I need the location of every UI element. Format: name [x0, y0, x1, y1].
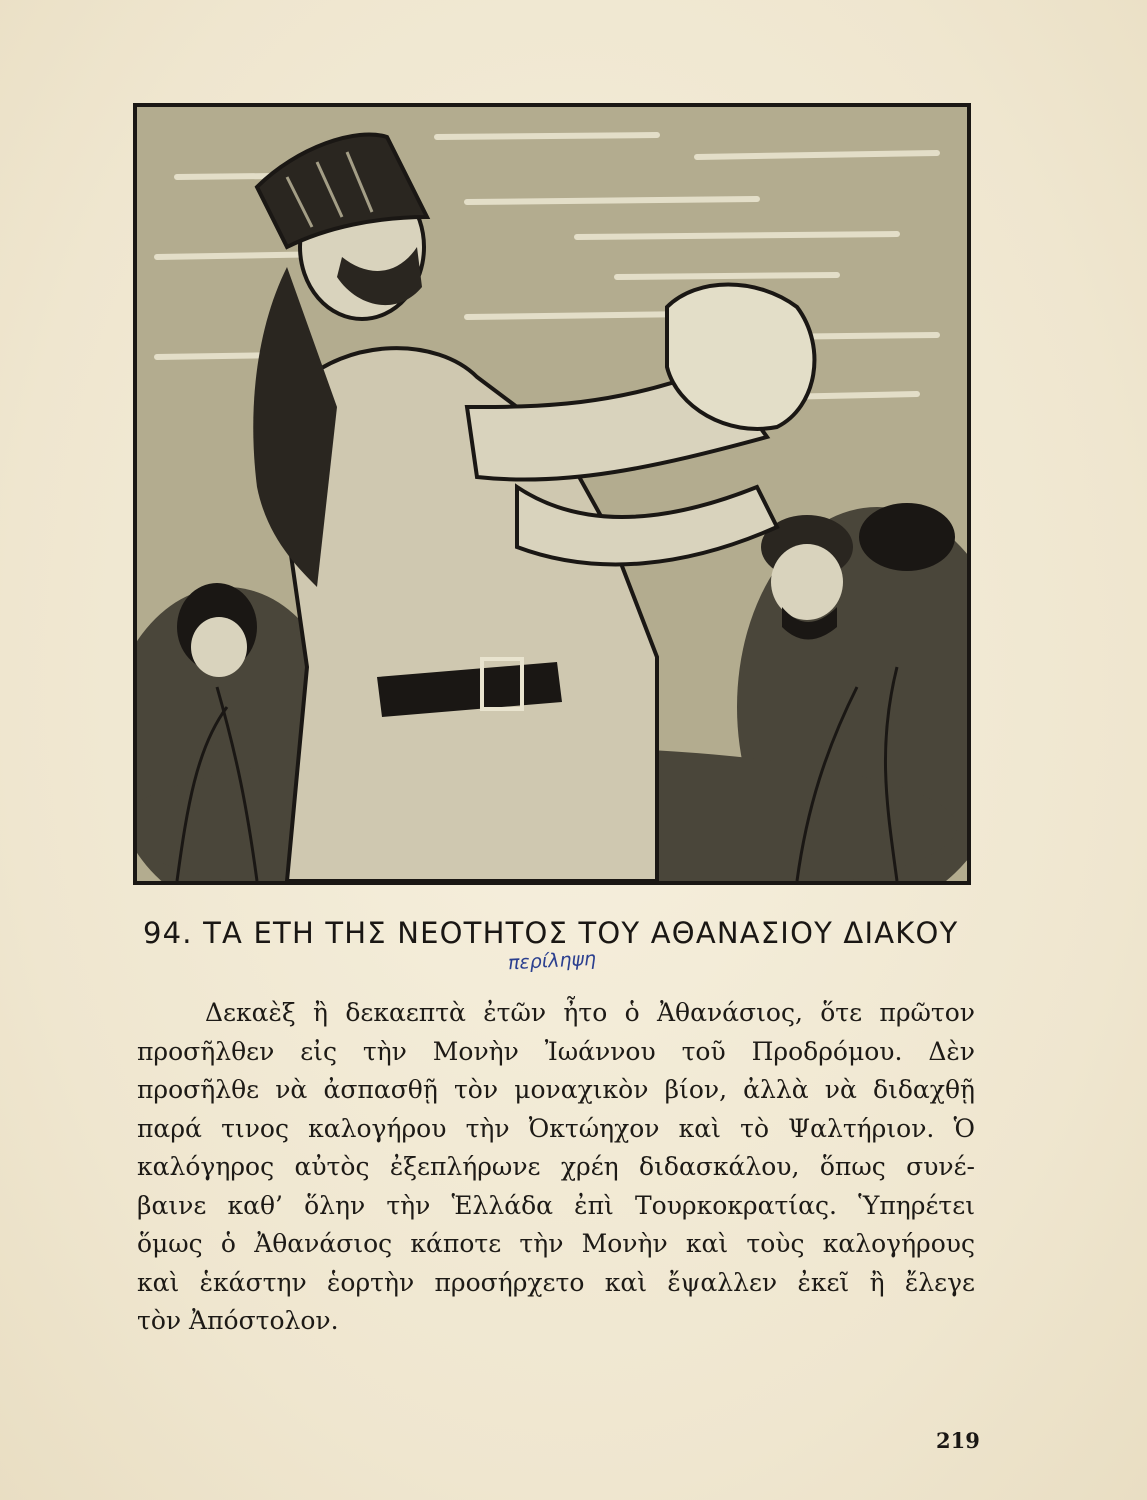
figure-caption: 94. ΤΑ ΕΤΗ ΤΗΣ ΝΕΟΤΗΤΟΣ ΤΟΥ ΑΘΑΝΑΣΙΟΥ ΔΙΑΚΟΥ — [143, 916, 959, 950]
illustration — [133, 103, 971, 885]
woodcut-image — [137, 107, 967, 881]
paragraph-line: ὅμως ὁ Ἀθανάσιος κάποτε τὴν Μονὴν καὶ τοὺς καλογήρους — [137, 1229, 975, 1258]
paragraph-line: καλόγηρος αὐτὸς ἐξεπλήρωνε χρέη διδασκάλου, ὅπως συνέ- — [137, 1152, 975, 1181]
page-number: 219 — [936, 1428, 980, 1453]
paragraph-line: καὶ ἑκάστην ἑορτὴν προσήρχετο καὶ ἔψαλλεν ἐκεῖ ἢ ἔλεγε — [137, 1267, 975, 1297]
paragraph-line: προσῆλθε νὰ ἀσπασθῇ τὸν μοναχικὸν βίον, ἀλλὰ νὰ διδαχθῇ — [137, 1075, 975, 1104]
paragraph-line: Δεκαὲξ ἢ δεκαεπτὰ ἐτῶν ἦτο ὁ Ἀθανάσιος, ὅτε πρῶτον — [205, 998, 975, 1027]
paragraph-line: παρά τινος καλογήρου τὴν Ὀκτώηχον καὶ τὸ Ψαλτήριον. Ὁ — [137, 1113, 975, 1143]
body-paragraph — [137, 994, 975, 1341]
paragraph-line: βαινε καθ’ ὅλην τὴν Ἑλλάδα ἐπὶ Τουρκοκρατίας. Ὑπηρέτει — [137, 1190, 975, 1220]
paragraph-line: προσῆλθεν εἰς τὴν Μονὴν Ἰωάννου τοῦ Προδρόμου. Δὲν — [137, 1036, 975, 1066]
handwritten-annotation: περίληψη — [507, 947, 597, 975]
paragraph-line: τὸν Ἀπόστολον. — [137, 1306, 339, 1335]
